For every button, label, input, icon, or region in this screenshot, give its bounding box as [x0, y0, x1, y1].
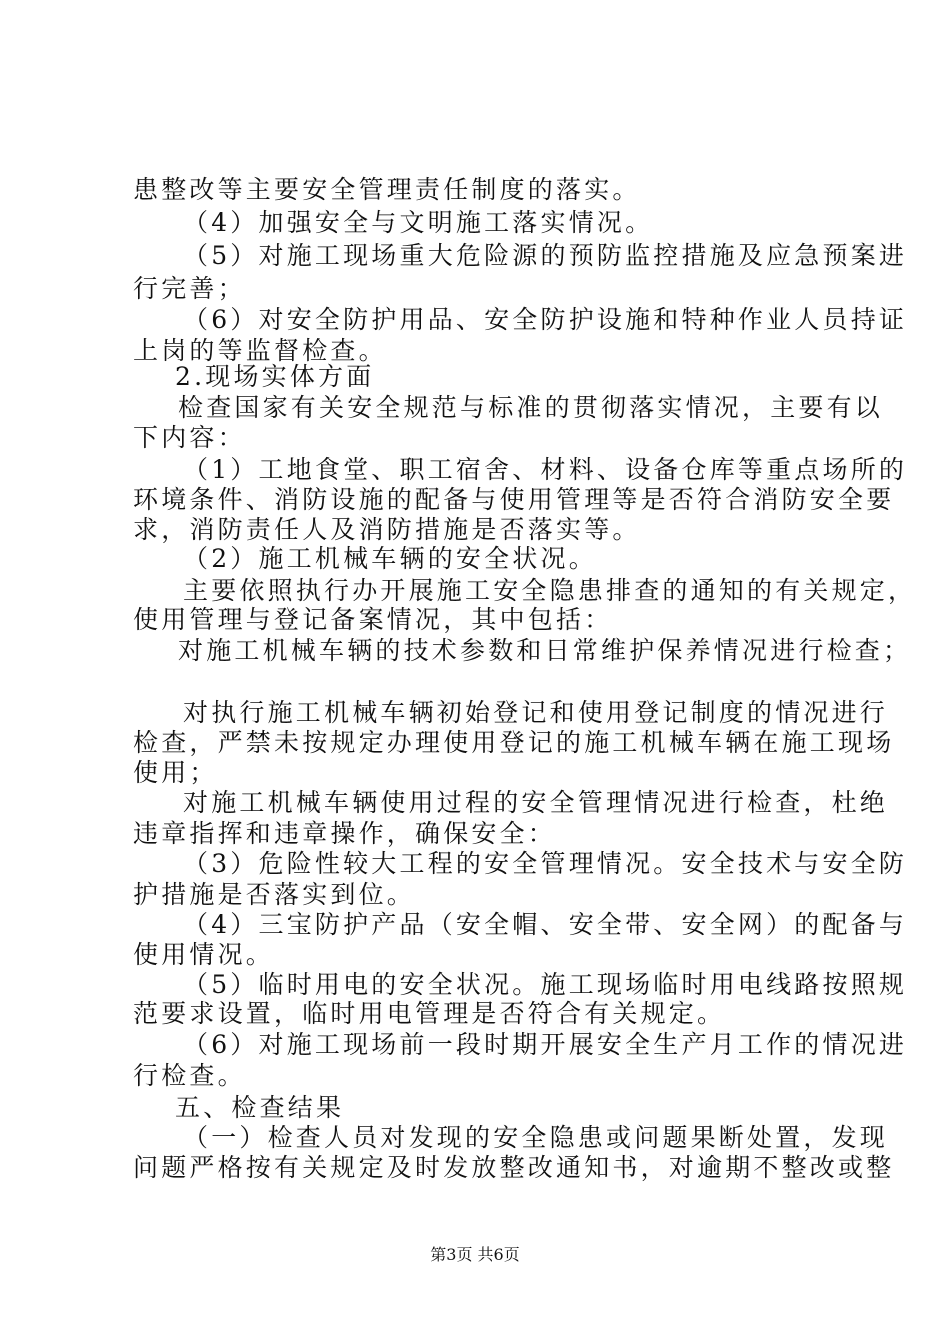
body-line: 下内容：: [133, 423, 246, 452]
body-line: 使用管理与登记备案情况，其中包括：: [133, 605, 613, 634]
body-line: 使用情况。: [133, 940, 275, 969]
body-line: 上岗的等监督检查。: [133, 336, 387, 365]
body-line: 对施工机械车辆使用过程的安全管理情况进行检查，杜绝: [183, 788, 889, 817]
body-line: （6）对安全防护用品、安全防护设施和特种作业人员持证: [183, 305, 908, 334]
body-line: 对施工机械车辆的技术参数和日常维护保养情况进行检查；: [178, 636, 912, 665]
body-line: （4）加强安全与文明施工落实情况。: [183, 208, 654, 237]
body-line: （一）检查人员对发现的安全隐患或问题果断处置，发现: [183, 1123, 889, 1152]
body-line: 环境条件、消防设施的配备与使用管理等是否符合消防安全要: [133, 485, 895, 514]
body-line: 问题严格按有关规定及时发放整改通知书，对逾期不整改或整: [133, 1153, 895, 1182]
body-line: （1）工地食堂、职工宿舍、材料、设备仓库等重点场所的: [183, 455, 908, 484]
body-line: 护措施是否落实到位。: [133, 880, 416, 909]
body-line: （4）三宝防护产品（安全帽、安全带、安全网）的配备与: [183, 910, 908, 939]
body-line: 患整改等主要安全管理责任制度的落实。: [133, 175, 641, 204]
section-heading: 五、检查结果: [175, 1093, 345, 1122]
body-line: 主要依照执行办开展施工安全隐患排查的通知的有关规定，: [183, 576, 917, 605]
body-line: 行检查。: [133, 1061, 246, 1090]
body-line: 范要求设置，临时用电管理是否符合有关规定。: [133, 999, 726, 1028]
body-line: （6）对施工现场前一段时期开展安全生产月工作的情况进: [183, 1030, 908, 1059]
body-line: （3）危险性较大工程的安全管理情况。安全技术与安全防: [183, 849, 908, 878]
section-heading: 2.现场实体方面: [175, 362, 375, 391]
page-number-footer: 第3页 共6页: [430, 1245, 520, 1264]
body-line: 检查国家有关安全规范与标准的贯彻落实情况，主要有以: [178, 393, 884, 422]
body-line: 检查，严禁未按规定办理使用登记的施工机械车辆在施工现场: [133, 728, 895, 757]
body-line: （5）对施工现场重大危险源的预防监控措施及应急预案进: [183, 241, 908, 270]
body-line: 行完善；: [133, 274, 246, 303]
body-line: （5）临时用电的安全状况。施工现场临时用电线路按照规: [183, 970, 908, 999]
body-line: （2）施工机械车辆的安全状况。: [183, 544, 597, 573]
body-line: 求，消防责任人及消防措施是否落实等。: [133, 515, 641, 544]
body-line: 违章指挥和违章操作，确保安全：: [133, 819, 557, 848]
body-line: 使用；: [133, 758, 218, 787]
body-line: 对执行施工机械车辆初始登记和使用登记制度的情况进行: [183, 698, 889, 727]
